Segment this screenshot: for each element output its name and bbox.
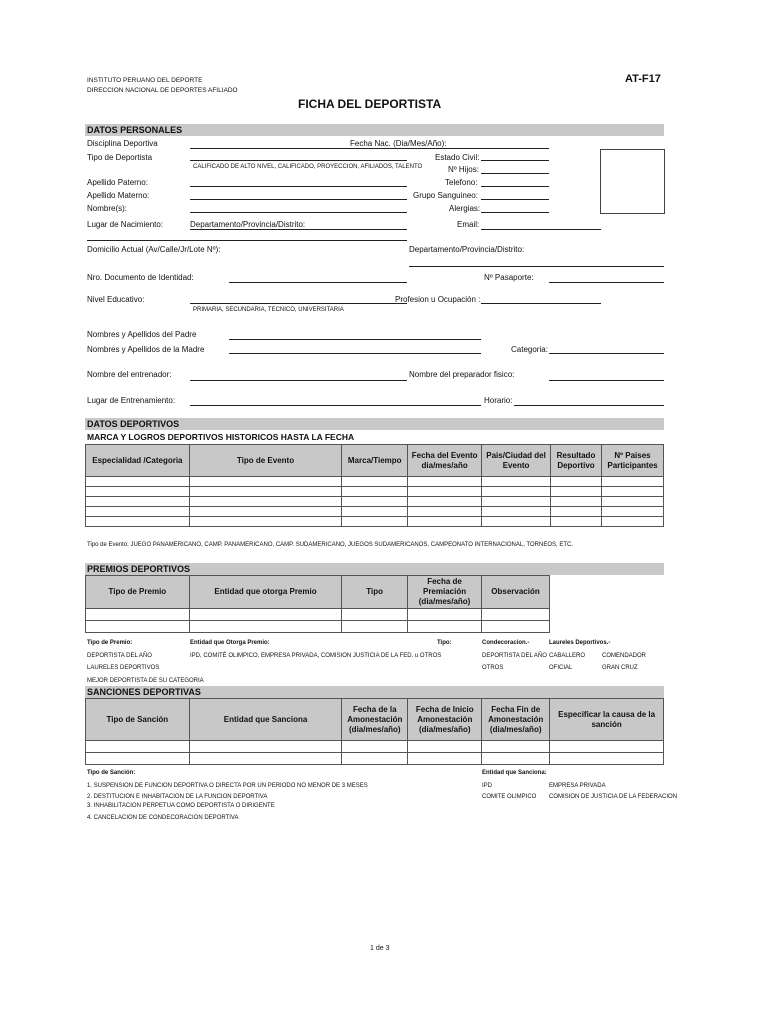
legend-tp2: LAURELES DEPORTIVOS	[87, 665, 160, 671]
field-apellido-paterno[interactable]	[190, 186, 407, 187]
col-fecha-inicio: Fecha de Inicio Amonestación (dia/mes/año)	[408, 699, 482, 741]
legend-tipo-premio: Tipo de Premio:	[87, 640, 133, 646]
legend-tp1: DEPORTISTA DEL AÑO	[87, 653, 152, 659]
label-nivel-educativo: Nivel Educativo:	[87, 295, 145, 304]
legend-tp3: MEJOR DEPORTISTA DE SU CATEGORIA	[87, 678, 204, 684]
table-row[interactable]	[86, 753, 664, 765]
field-horario[interactable]	[514, 405, 664, 406]
label-alergias: Alergias:	[449, 204, 481, 213]
table-marcas	[85, 444, 664, 527]
col-observacion: Observación	[482, 576, 550, 609]
legend-s4: 4. CANCELACION DE CONDECORACION DEPORTIVA	[87, 815, 239, 821]
field-email[interactable]	[481, 229, 601, 230]
col-fecha-evento: Fecha del Evento dia/mes/año	[408, 445, 482, 477]
table-row[interactable]	[86, 477, 664, 487]
field-telefono[interactable]	[481, 186, 549, 187]
legend-ent1: IPD, COMITÉ OLIMPICO, EMPRESA PRIVADA, COMISION JUSTICIA DE LA FED. u OTROS	[190, 653, 442, 659]
label-dep-prov-dist: Departamento/Provincia/Distrito:	[190, 220, 306, 229]
label-lugar-entrenamiento: Lugar de Entrenamiento:	[87, 396, 176, 405]
col-fecha-amonestacion: Fecha de la Amonestación (dia/mes/año)	[342, 699, 408, 741]
section-datos-deportivos: DATOS DEPORTIVOS	[85, 418, 664, 430]
label-lugar-nacimiento: Lugar de Nacimiento:	[87, 220, 164, 229]
col-resultado: Resultado Deportivo	[551, 445, 602, 477]
label-horario: Horario:	[484, 396, 513, 405]
legend-e2: COMITE OLIMPICO	[482, 794, 537, 800]
label-fecha-nac: Fecha Nac. (Dia/Mes/Año):	[350, 139, 447, 148]
legend-condecoracion: Condecoracion.-	[482, 640, 530, 646]
label-pasaporte: Nº Pasaporte:	[484, 273, 534, 282]
legend-s1: 1. SUSPENSION DE FUNCION DEPORTIVA O DIRECTA POR UN PERIODO NO MENOR DE 3 MESES	[87, 783, 368, 789]
col-marca: Marca/Tiempo	[342, 445, 408, 477]
field-lugar-entrenamiento[interactable]	[190, 405, 481, 406]
hint-nivel-educativo: PRIMARIA, SECUNDARIA, TECNICO, UNIVERSITARIA	[193, 307, 344, 313]
table-row[interactable]	[86, 517, 664, 527]
label-tipo-deportista: Tipo de Deportista	[87, 153, 153, 162]
label-madre: Nombres y Apellidos de la Madre	[87, 345, 205, 354]
hint-tipo-deportista: CALIFICADO DE ALTO NIVEL, CALIFICADO, PROYECCION, AFILIADOS, TALENTO	[193, 164, 423, 170]
field-preparador[interactable]	[549, 380, 664, 381]
section-sanciones: SANCIONES DEPORTIVAS	[85, 686, 664, 698]
section-datos-personales: DATOS PERSONALES	[85, 124, 664, 136]
table-row[interactable]	[86, 621, 550, 633]
table-premios	[85, 575, 550, 633]
page-number: 1 de 3	[370, 945, 390, 952]
label-entrenador: Nombre del entrenador:	[87, 370, 172, 379]
label-apellido-paterno: Apellido Paterno:	[87, 178, 148, 187]
field-padre[interactable]	[229, 339, 481, 340]
field-nombres[interactable]	[190, 212, 407, 213]
label-categoria: Categoria:	[511, 345, 548, 354]
table-row[interactable]	[86, 507, 664, 517]
section-premios: PREMIOS DEPORTIVOS	[85, 563, 664, 575]
field-domicilio[interactable]	[87, 240, 407, 241]
legend-laureles: Laureles Deportivos.-	[549, 640, 611, 646]
form-code: AT-F17	[625, 73, 661, 85]
label-email: Email:	[457, 220, 480, 229]
field-alergias[interactable]	[481, 212, 549, 213]
label-nombres: Nombre(s):	[87, 204, 128, 213]
legend-entidad-sanciona: Entidad que Sanciona:	[482, 770, 547, 776]
col-tipo-premio: Tipo de Premio	[86, 576, 190, 609]
legend-e1b: EMPRESA PRIVADA	[549, 783, 606, 789]
subtitle-marcas: MARCA Y LOGROS DEPORTIVOS HISTORICOS HASTA LA FECHA	[87, 432, 355, 442]
field-apellido-materno[interactable]	[190, 199, 407, 200]
legend-s3: 3. INHABILITACION PERPETUA COMO DEPORTISTA O DIRIGENTE	[87, 803, 275, 809]
field-entrenador[interactable]	[190, 380, 407, 381]
legend-e1: IPD	[482, 783, 493, 789]
label-grupo-sanguineo: Grupo Sanguineo:	[413, 191, 478, 200]
col-tipo-sancion: Tipo de Sanción	[86, 699, 190, 741]
col-fecha-premiacion: Fecha de Premiación (dia/mes/año)	[408, 576, 482, 609]
col-pais-ciudad: Pais/Ciudad del Evento	[482, 445, 551, 477]
label-disciplina: Disciplina Deportiva	[87, 139, 158, 148]
legend-cond1: DEPORTISTA DEL AÑO	[482, 653, 547, 659]
label-estado-civil: Estado Civil:	[435, 153, 480, 162]
field-tipo-deportista[interactable]	[190, 160, 407, 161]
legend-laur2b: GRAN CRUZ	[602, 665, 638, 671]
label-dep-prov-dist-2: Departamento/Provincia/Distrito:	[409, 245, 525, 254]
col-fecha-fin: Fecha Fin de Amonestación (dia/mes/año)	[482, 699, 550, 741]
label-apellido-materno: Apellido Materno:	[87, 191, 150, 200]
table-row[interactable]	[86, 497, 664, 507]
label-domicilio: Domicilio Actual (Av/Calle/Jr/Lote Nº):	[87, 245, 221, 254]
col-entidad-sanciona: Entidad que Sanciona	[189, 699, 342, 741]
field-documento[interactable]	[229, 282, 407, 283]
col-paises: Nº Paises Participantes	[601, 445, 663, 477]
col-tipo-evento: Tipo de Evento	[189, 445, 341, 477]
legend-s2: 2. DESTITUCION E INHABITACION DE LA FUNCION DEPORTIVA	[87, 794, 268, 800]
label-hijos: Nº Hijos:	[448, 165, 479, 174]
legend-tipo: Tipo:	[437, 640, 452, 646]
col-entidad-premio: Entidad que otorga Premio	[189, 576, 342, 609]
label-telefono: Telefono:	[445, 178, 478, 187]
col-tipo: Tipo	[342, 576, 408, 609]
note-tipo-evento: Tipo de Evento: JUEGO PANAMERICANO, CAMP. PANAMERICANO, CAMP. SUDAMERICANO, JUEGOS SUDAMERICANOS, CAMPEONATO INTERNACIONAL, TORNEOS, ETC.	[87, 542, 573, 548]
col-causa: Especificar la causa de la sanción	[550, 699, 664, 741]
table-sanciones	[85, 698, 664, 765]
label-padre: Nombres y Apellidos del Padre	[87, 330, 197, 339]
legend-laur2: OFICIAL	[549, 665, 573, 671]
org-department: DIRECCION NACIONAL DE DEPORTES AFILIADO	[87, 87, 238, 94]
legend-laur1b: COMENDADOR	[602, 653, 647, 659]
table-row[interactable]	[86, 487, 664, 497]
label-profesion: Profesion u Ocupación :	[395, 295, 481, 304]
legend-e2b: COMISION DE JUSTICIA DE LA FEDERACION	[549, 794, 678, 800]
field-categoria[interactable]	[549, 353, 664, 354]
field-disciplina[interactable]	[190, 148, 549, 149]
field-pasaporte[interactable]	[549, 282, 664, 283]
page-title: FICHA DEL DEPORTISTA	[298, 97, 442, 111]
legend-cond2: OTROS	[482, 665, 504, 671]
table-row[interactable]	[86, 741, 664, 753]
field-hijos[interactable]	[481, 173, 549, 174]
field-estado-civil[interactable]	[481, 160, 549, 161]
field-madre[interactable]	[229, 353, 481, 354]
label-preparador: Nombre del preparador fisico:	[409, 370, 515, 379]
legend-tipo-sancion: Tipo de Sanción:	[87, 770, 136, 776]
legend-entidad-premio: Entidad que Otorga Premio:	[190, 640, 270, 646]
org-name: INSTITUTO PERUANO DEL DEPORTE	[87, 77, 203, 84]
field-dep-prov-dist-2[interactable]	[409, 266, 664, 267]
col-especialidad: Especialidad /Categoria	[86, 445, 190, 477]
field-grupo-sanguineo[interactable]	[481, 199, 549, 200]
table-row[interactable]	[86, 609, 550, 621]
legend-laur1: CABALLERO	[549, 653, 586, 659]
field-profesion[interactable]	[481, 303, 601, 304]
label-documento: Nro. Documento de Identidad:	[87, 273, 194, 282]
field-nivel-educativo[interactable]	[190, 303, 407, 304]
field-lugar-nacimiento[interactable]	[190, 229, 407, 230]
photo-box[interactable]	[600, 149, 665, 214]
